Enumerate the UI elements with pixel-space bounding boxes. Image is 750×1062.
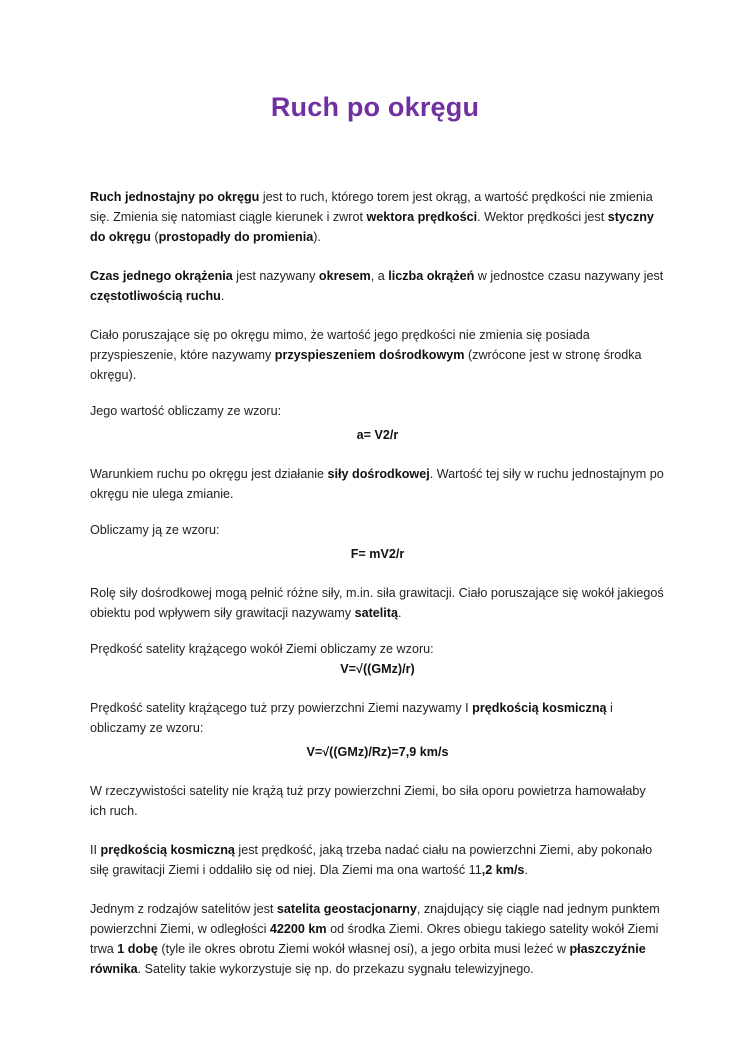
text: Jednym z rodzajów satelitów jest [90, 902, 277, 916]
paragraph-satellite [90, 583, 665, 623]
paragraph-second-cosmic-velocity [90, 840, 665, 880]
text: w jednostce czasu nazywany jest [474, 269, 664, 283]
text: (tyle ile okres obrotu Ziemi wokół własnej osi), a jego orbita musi leżeć w [157, 942, 570, 956]
text: (zwrócone jest w stronę środka okręgu). [90, 348, 642, 382]
text: II [90, 843, 101, 857]
bold-text: ,2 km/s [481, 863, 525, 877]
bold-text: okresem [318, 269, 371, 283]
bold-text: płaszczyźnie równika [90, 942, 646, 976]
paragraph-formula-intro-1: Jego wartość obliczamy ze wzoru: [90, 404, 282, 418]
bold-text: satelita geostacjonarny [276, 902, 417, 916]
text: jest prędkość, jaką trzeba nadać ciału na powierzchni Ziemi, aby pokonało siłę grawitacji Ziemi i oddaliło się od niej. Dla Ziemi ma ona wartość 11 [90, 843, 653, 877]
bold-text: częstotliwością ruchu [90, 289, 221, 303]
paragraph-centripetal-acceleration [90, 325, 665, 385]
text: . Wektor prędkości jest [477, 210, 608, 224]
formula-first-cosmic-velocity: V=√((GMz)/Rz)=7,9 km/s [306, 745, 449, 759]
formula-orbital-velocity: V=√((GMz)/r) [340, 662, 415, 676]
text: i obliczamy ze wzoru: [90, 701, 613, 735]
bold-text: prostopadły do promienia [158, 230, 314, 244]
paragraph-first-cosmic-velocity [90, 698, 665, 738]
paragraph-period-frequency [90, 266, 665, 306]
text: ( [150, 230, 159, 244]
bold-text: satelitą [354, 606, 398, 620]
text: Prędkość satelity krążącego tuż przy powierzchni Ziemi nazywamy I [90, 701, 473, 715]
bold-text: Ruch jednostajny po okręgu [90, 190, 260, 204]
bold-text: wektora prędkości [366, 210, 478, 224]
text: jest nazywany [232, 269, 319, 283]
paragraph-formula-intro-3: Prędkość satelity krążącego wokół Ziemi obliczamy ze wzoru: [90, 642, 434, 656]
text: Warunkiem ruchu po okręgu jest działanie [90, 467, 328, 481]
bold-text: prędkością kosmiczną [100, 843, 235, 857]
text: . [524, 863, 528, 877]
text: . Wartość tej siły w ruchu jednostajnym po okręgu nie ulega zmianie. [90, 467, 664, 501]
paragraph-formula-intro-2: Obliczamy ją ze wzoru: [90, 523, 220, 537]
document-body [90, 187, 665, 979]
paragraph-geostationary-satellite [90, 899, 665, 979]
text: . Satelity takie wykorzystuje się np. do przekazu sygnału telewizyjnego. [137, 962, 534, 976]
text: Ciało poruszające się po okręgu mimo, że wartość jego prędkości nie zmienia się posiada przyspieszenie, które nazywamy [90, 328, 590, 362]
bold-text: przyspieszeniem dośrodkowym [274, 348, 465, 362]
text: ). [313, 230, 321, 244]
text: od środka Ziemi. Okres obiegu takiego satelity wokół Ziemi trwa [90, 922, 659, 956]
bold-text: siły dośrodkowej [327, 467, 430, 481]
bold-text: liczba okrążeń [388, 269, 475, 283]
text: , a [370, 269, 389, 283]
bold-text: styczny do okręgu [90, 210, 654, 244]
text: Rolę siły dośrodkowej mogą pełnić różne siły, m.in. siła grawitacji. Ciało poruszające się wokół jakiegoś obiektu pod wpływem siły grawitacji nazywamy [90, 586, 664, 620]
bold-text: 1 dobę [117, 942, 158, 956]
bold-text: 42200 km [269, 922, 327, 936]
formula-force: F= mV2/r [350, 547, 405, 561]
text: . [397, 606, 402, 620]
bold-text: Czas jednego okrążenia [90, 269, 233, 283]
paragraph-centripetal-force [90, 464, 665, 504]
text: jest to ruch, którego torem jest okrąg, a wartość prędkości nie zmienia się. Zmienia się natomiast ciągle kierunek i zwrot [90, 190, 653, 224]
text: . [220, 289, 225, 303]
bold-text: prędkością kosmiczną [472, 701, 607, 715]
formula-acceleration: a= V2/r [356, 428, 399, 442]
text: , znajdujący się ciągle nad jednym punktem powierzchni Ziemi, w odległości [90, 902, 660, 936]
paragraph-uniform-circular-motion [90, 187, 665, 247]
paragraph-air-resistance: W rzeczywistości satelity nie krążą tuż przy powierzchni Ziemi, bo siła oporu powietrza hamowałaby ich ruch. [90, 784, 646, 818]
page-title: Ruch po okręgu [270, 92, 480, 122]
